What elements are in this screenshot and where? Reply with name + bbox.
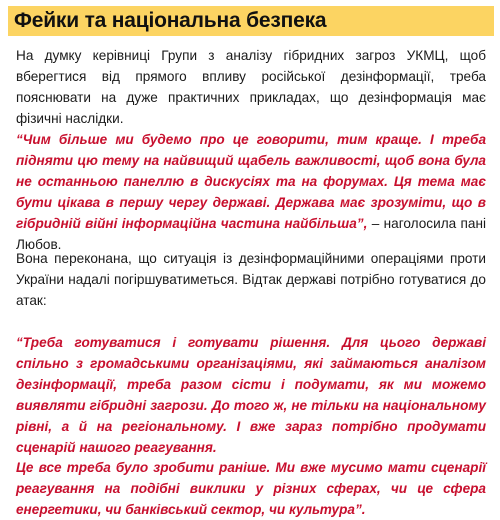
quote-paragraph-3: Це все треба було зробити раніше. Ми вже мусимо мати сценарії реагування на подібні виклики у різних сферах, чи це сфера енергетики, чи банківський сектор, чи культура”. bbox=[16, 460, 486, 517]
intro-paragraph: На думку керівниці Групи з аналізу гібридних загроз УКМЦ, щоб вберегтися від прямого впливу російської дезінформації, треба пояснювати на дуже практичних прикладах, що дезінформація має фізичні наслідки. bbox=[16, 48, 486, 126]
quote-1-text: “Чим більше ми будемо про це говорити, тим краще. І треба підняти цю тему на найвищий щабель важливості, щоб вона була не останньою панеллю в дискусіях та на форумах. Ця тема має бути цікава в першу чергу державі. Держава має зрозуміти, що в гібридній війні інформаційна частина найбільша”, bbox=[16, 132, 486, 231]
quote-paragraph-2: “Треба готуватися і готувати рішення. Для цього державі спільно з громадськими організаціями, які займаються аналізом дезінформації, треба разом сісти і подумати, як ми можемо виявляти гібридні загрози. До того ж, не тільки на національному рівні, а й на регіональному. І вже зараз потрібно продумати сценарій нашого реагування. bbox=[16, 335, 486, 455]
section-title-bar bbox=[8, 6, 494, 36]
section-title: Фейки та національна безпека bbox=[14, 9, 327, 32]
quote-1-attribution: – наголосила пані Любов. bbox=[16, 216, 486, 252]
middle-paragraph: Вона переконана, що ситуація із дезінформаційними операціями проти України надалі погіршуватиметься. Відтак державі потрібно готуватися до атак: bbox=[16, 251, 486, 308]
quote-paragraph-1 bbox=[16, 129, 486, 255]
